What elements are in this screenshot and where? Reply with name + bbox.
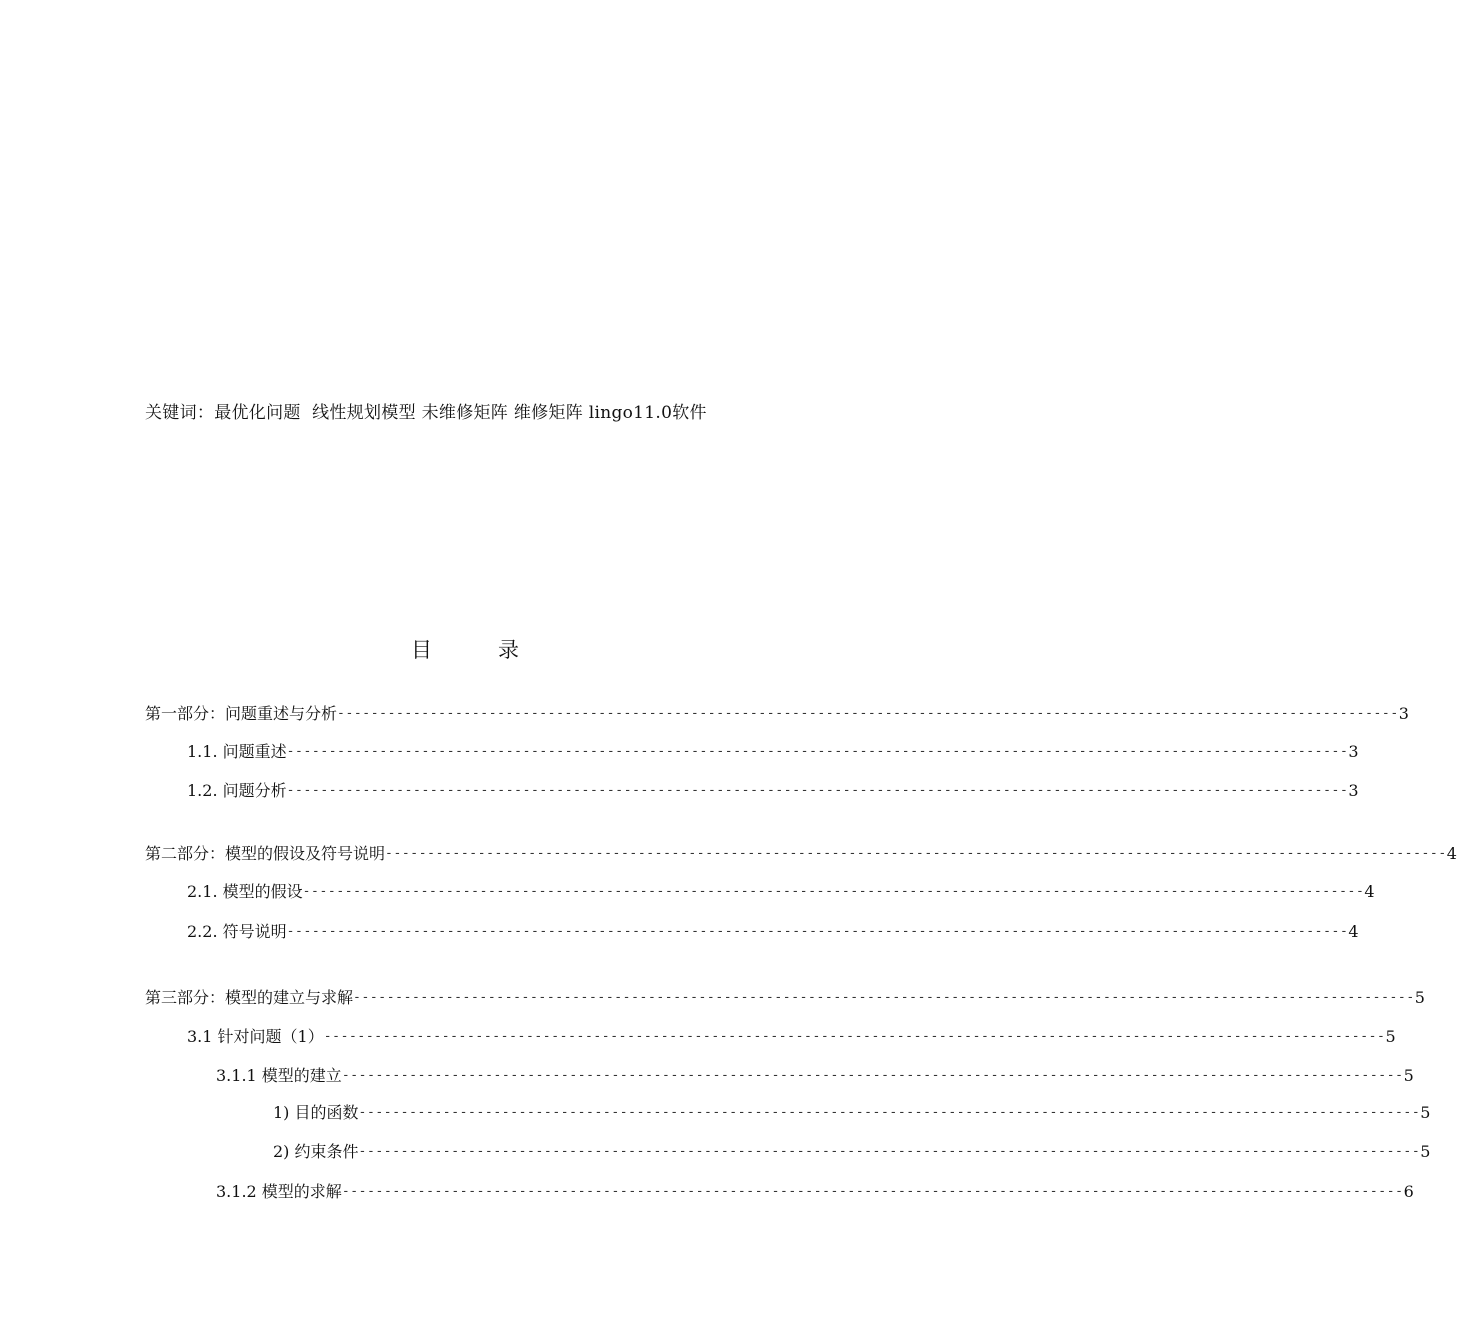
toc-entry-label: 2) 约束条件 <box>273 1142 359 1161</box>
toc-entry-page-number: 5 <box>1403 1066 1414 1085</box>
toc-entry-3-1[interactable] <box>187 1025 1396 1049</box>
toc-entry-label: 1.2. 问题分析 <box>187 781 287 800</box>
toc-entry-label: 3.1.1 模型的建立 <box>216 1066 342 1085</box>
toc-entry-page-number: 5 <box>1414 988 1425 1007</box>
toc-entry-page-number: 3 <box>1398 704 1409 723</box>
toc-dot-leader: ------------------------------------------------------------------------------------------------------------------------------ <box>341 1068 1404 1083</box>
toc-dot-leader: ------------------------------------------------------------------------------------------------------------------------------ <box>323 1029 1386 1044</box>
toc-entry-page-number: 5 <box>1420 1142 1431 1161</box>
toc-dot-leader: ------------------------------------------------------------------------------------------------------------------------------ <box>358 1144 1421 1159</box>
toc-entry-1-2[interactable] <box>187 779 1359 803</box>
toc-entry-label: 2.1. 模型的假设 <box>187 882 303 901</box>
keywords-line: 关键词：最优化问题 线性规划模型 未维修矩阵 维修矩阵 lingo11.0软件 <box>145 403 707 423</box>
toc-title: 目录 <box>411 638 585 662</box>
toc-entry-label: 3.1.2 模型的求解 <box>216 1182 342 1201</box>
toc-entry-page-number: 6 <box>1403 1182 1414 1201</box>
toc-dot-leader: ------------------------------------------------------------------------------------------------------------------------------ <box>337 706 1399 721</box>
toc-entry-part-1[interactable] <box>145 702 1409 726</box>
toc-entry-page-number: 4 <box>1348 922 1359 941</box>
toc-dot-leader: ------------------------------------------------------------------------------------------------------------------------------ <box>353 990 1415 1005</box>
toc-entry-3-1-1[interactable] <box>216 1064 1414 1088</box>
toc-entry-part-3[interactable] <box>145 986 1425 1010</box>
toc-entry-2-1[interactable] <box>187 880 1375 904</box>
toc-dot-leader: ------------------------------------------------------------------------------------------------------------------------------ <box>302 884 1365 899</box>
toc-dot-leader: ------------------------------------------------------------------------------------------------------------------------------ <box>286 744 1349 759</box>
toc-entry-2-2[interactable] <box>187 920 1359 944</box>
toc-entry-page-number: 4 <box>1446 844 1457 863</box>
toc-entry-label: 第一部分：问题重述与分析 <box>145 704 338 723</box>
toc-entry-constraints[interactable] <box>273 1140 1431 1164</box>
toc-entry-label: 第三部分：模型的建立与求解 <box>145 988 354 1007</box>
toc-entry-label: 2.2. 符号说明 <box>187 922 287 941</box>
toc-entry-label: 1.1. 问题重述 <box>187 742 287 761</box>
toc-entry-page-number: 4 <box>1364 882 1375 901</box>
toc-dot-leader: ------------------------------------------------------------------------------------------------------------------------------ <box>286 924 1349 939</box>
toc-entry-page-number: 3 <box>1348 742 1359 761</box>
toc-entry-page-number: 5 <box>1420 1103 1431 1122</box>
toc-entry-page-number: 5 <box>1385 1027 1396 1046</box>
toc-dot-leader: ------------------------------------------------------------------------------------------------------------------------------ <box>286 783 1349 798</box>
toc-entry-3-1-2[interactable] <box>216 1180 1414 1204</box>
toc-entry-1-1[interactable] <box>187 740 1359 764</box>
toc-entry-label: 1) 目的函数 <box>273 1103 359 1122</box>
toc-entry-label: 3.1 针对问题（1） <box>187 1027 324 1046</box>
toc-entry-objective-function[interactable] <box>273 1101 1431 1125</box>
toc-entry-part-2[interactable] <box>145 842 1457 866</box>
toc-dot-leader: ------------------------------------------------------------------------------------------------------------------------------ <box>358 1105 1421 1120</box>
toc-entry-page-number: 3 <box>1348 781 1359 800</box>
toc-entry-label: 第二部分：模型的假设及符号说明 <box>145 844 386 863</box>
toc-dot-leader: ------------------------------------------------------------------------------------------------------------------------------ <box>341 1184 1404 1199</box>
toc-dot-leader: ------------------------------------------------------------------------------------------------------------------------------ <box>385 846 1447 861</box>
